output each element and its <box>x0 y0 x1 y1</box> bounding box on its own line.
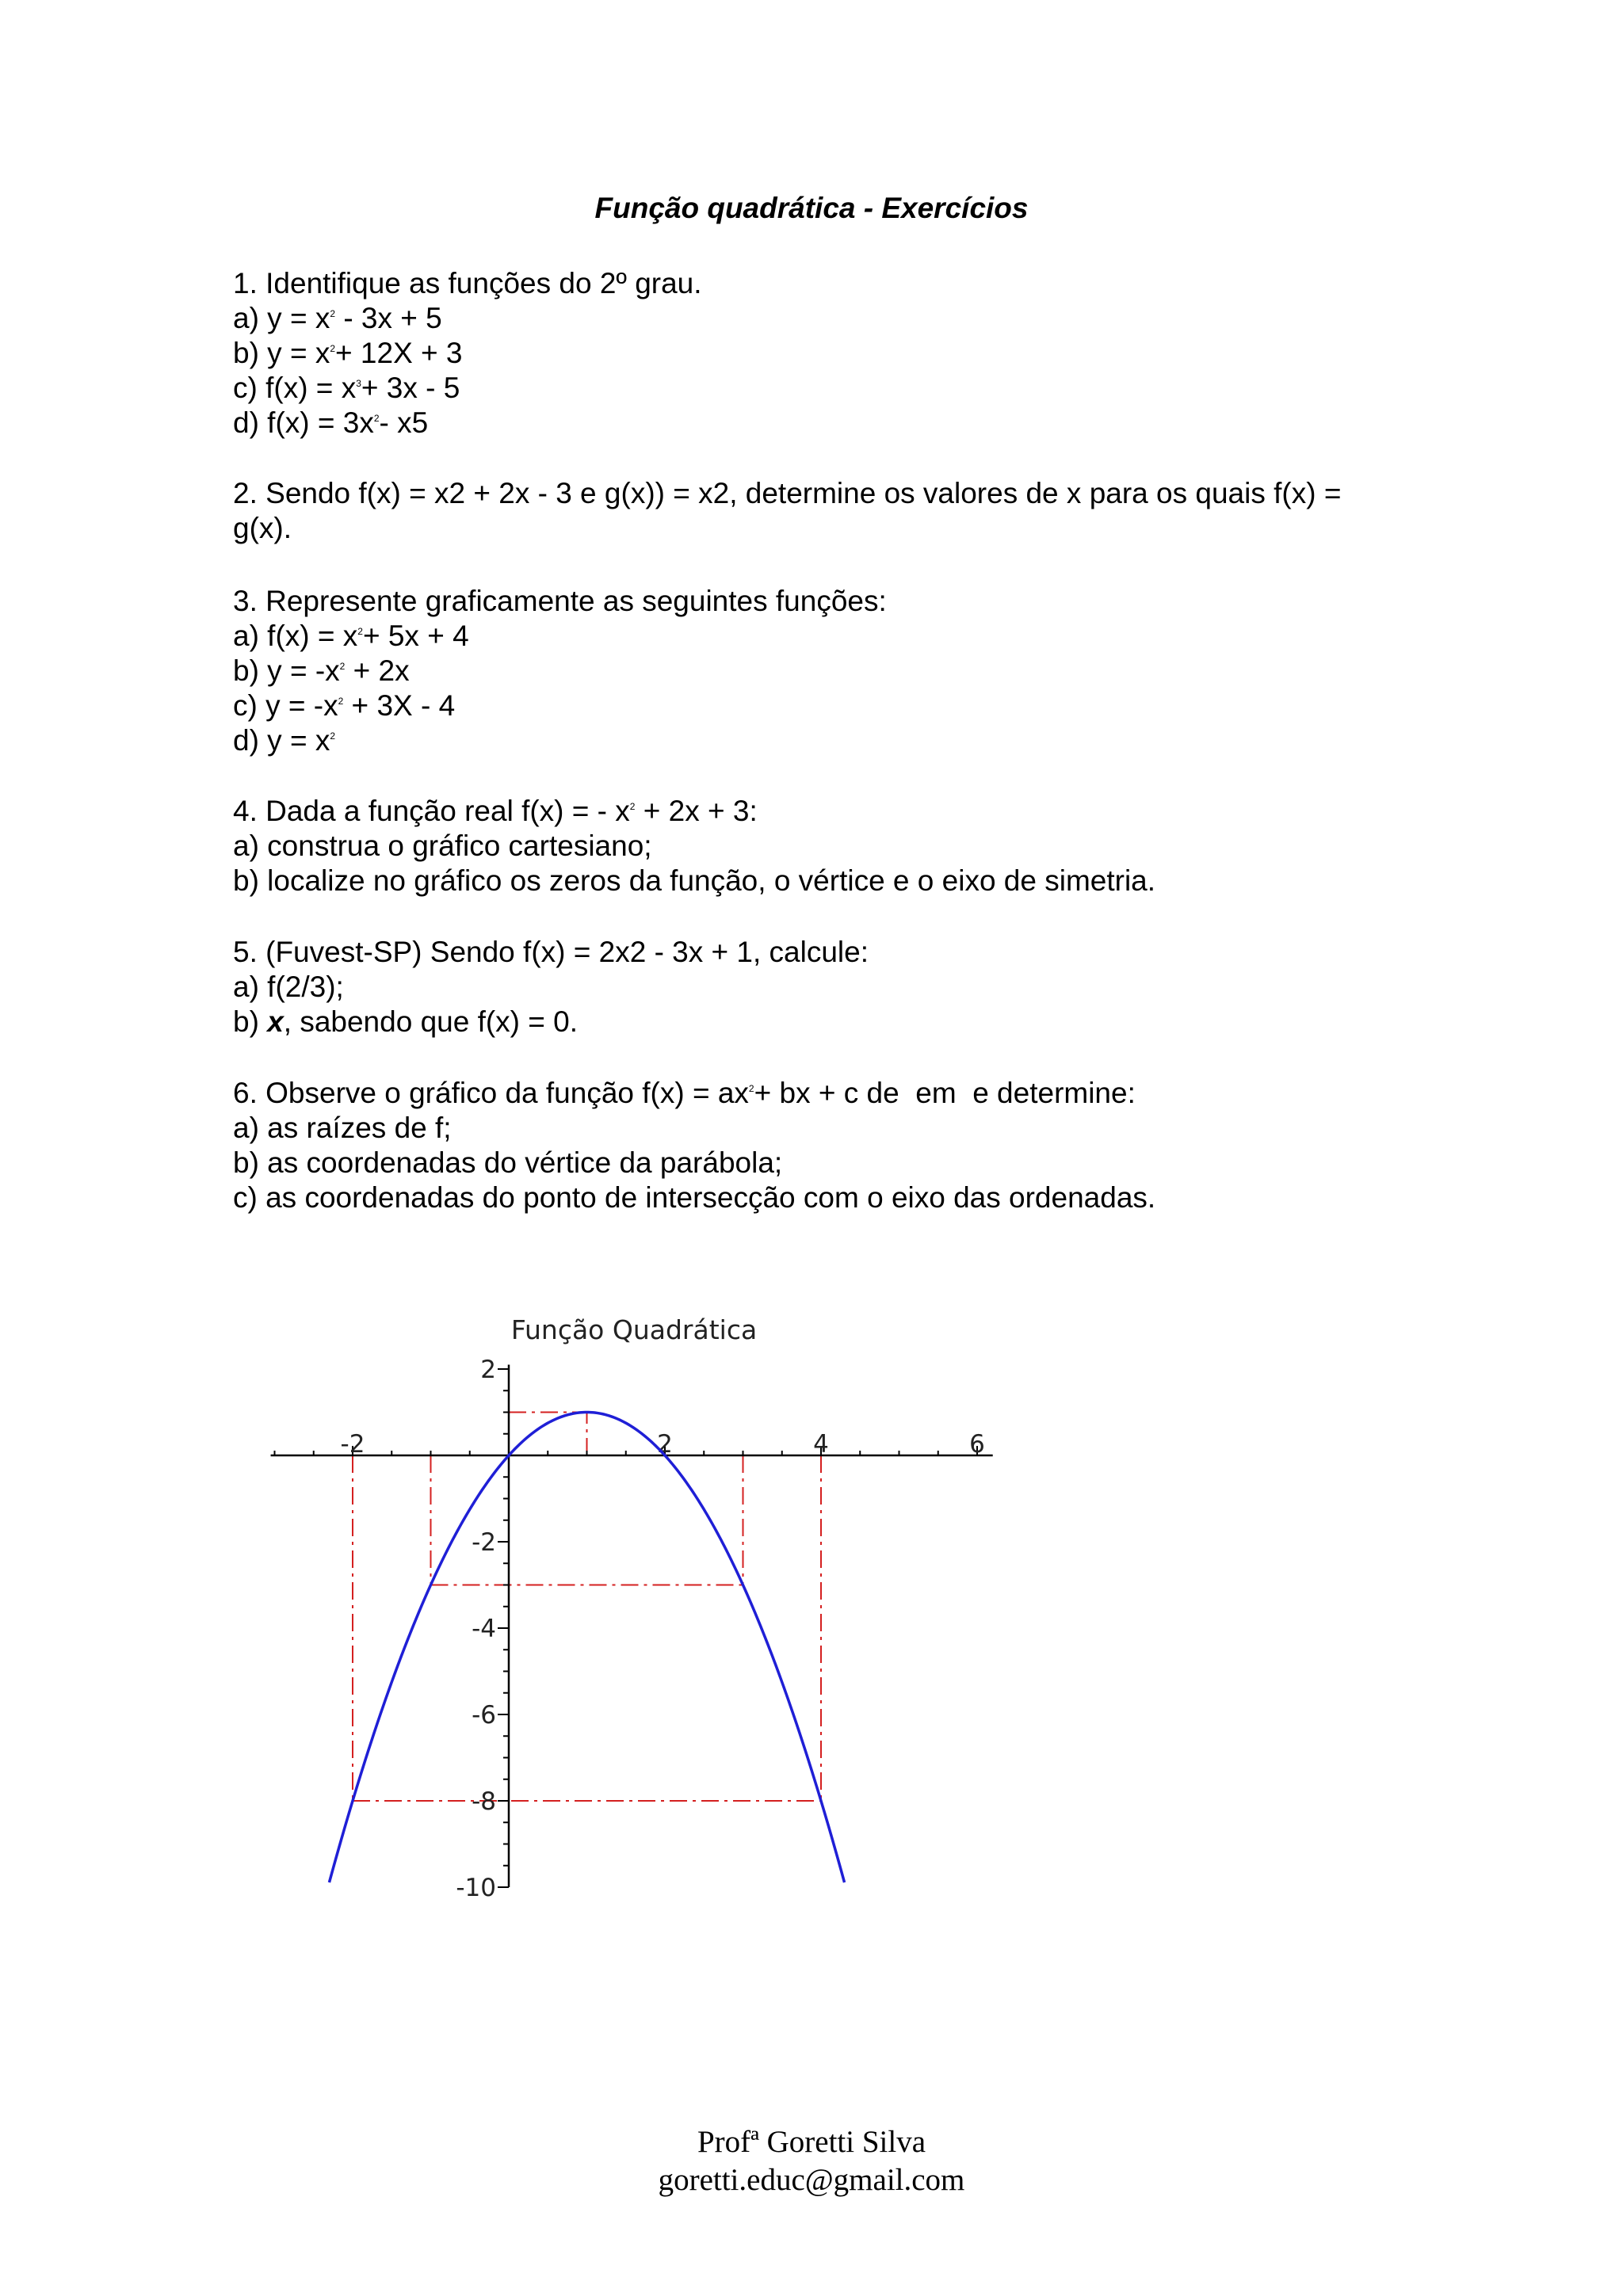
exercise-4-item-a: a) construa o gráfico cartesiano; <box>233 830 652 862</box>
exercise-3-item-b: b) $y = -x^2 + 2x$ <box>233 654 410 687</box>
y-tick-label: -10 <box>456 1874 496 1902</box>
exercise-4-item-b: b) localize no gráfico os zeros da função, o vértice e o eixo de simetria. <box>233 864 1156 897</box>
exercise-6-item-b: b) as coordenadas do vértice da parábola; <box>233 1146 783 1179</box>
y-tick-label: 2 <box>480 1356 496 1384</box>
exercise-6-item-c: c) as coordenadas do ponto de intersecção com o eixo das ordenadas. <box>233 1181 1156 1214</box>
exercise-6-question: 6. Observe o gráfico da função $f(x) = ax^2+$ bx + c de em e determine: <box>233 1077 1136 1109</box>
exercise-5-item-a: a) f(2/3); <box>233 971 344 1003</box>
y-tick-label: -4 <box>472 1615 496 1643</box>
author-email: goretti.educ@gmail.com <box>658 2163 965 2197</box>
footer <box>0 2123 1623 2199</box>
y-tick-label: -2 <box>472 1528 496 1557</box>
exercise-1-item-c: c) $f(x) = x^3+ 3x - 5$ <box>233 372 460 404</box>
y-tick-label: -8 <box>472 1787 496 1816</box>
exercise-3-item-a: a) $f(x) = x^2+ 5x + 4$ <box>233 620 469 652</box>
exercise-1-item-d: d) $f(x) = 3x^2-$ x5 <box>233 406 429 439</box>
exercise-3-item-c: c) $y = -x^2 + 3X - 4$ <box>233 689 456 722</box>
exercise-5-item-b: b) x, sabendo que f(x) = 0. <box>233 1005 579 1038</box>
author-name: Profª Goretti Silva <box>697 2125 926 2159</box>
exercise-3-item-d: d) $y = x^2$ <box>233 724 336 757</box>
y-tick-label: -6 <box>472 1701 496 1730</box>
x-tick-label: 4 <box>813 1430 829 1459</box>
exercise-4-question: 4. Dada a função real f(x) = - $x^2 + 2x + 3$: <box>233 795 758 827</box>
x-tick-label: 6 <box>969 1430 985 1459</box>
exercise-5-question: 5. (Fuvest-SP) Sendo f(x) = 2x2 - 3x + 1, calcule: <box>233 936 869 968</box>
x-tick-label: -2 <box>340 1430 365 1459</box>
exercise-1-item-a: a) $y = x^2 - 3x + 5$ <box>233 302 442 334</box>
exercise-6-item-a: a) as raízes de f; <box>233 1112 452 1144</box>
exercise-3-question: 3. Represente graficamente as seguintes funções: <box>233 585 887 617</box>
chart-title: Função Quadrática <box>510 1314 758 1345</box>
exercise-1-item-b: b) $y = x^2+ 12X + 3$ <box>233 337 463 369</box>
parabola-curve <box>329 1413 844 1883</box>
x-tick-label: 2 <box>657 1430 673 1459</box>
page-title: Função quadrática - Exercícios <box>594 192 1029 224</box>
exercise-1-question: 1. Identifique as funções do 2º grau. <box>233 267 702 299</box>
exercise-2-question: 2. Sendo f(x) = x2 + 2x - 3 e g(x)) = x2, determine os valores de x para os quais f(x) = g(x). <box>233 477 1342 544</box>
